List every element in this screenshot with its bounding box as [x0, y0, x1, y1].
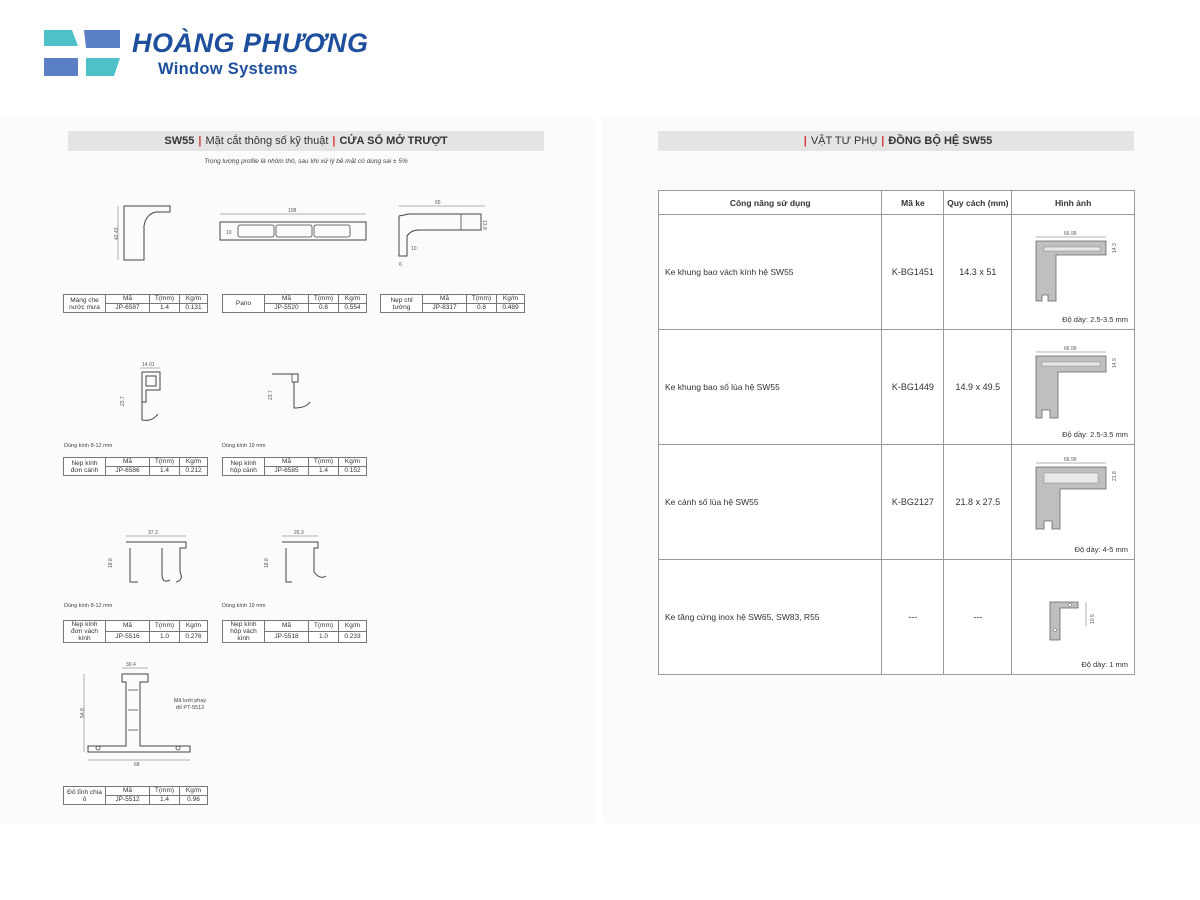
svg-text:14.3: 14.3 [1112, 243, 1119, 253]
spec-table-mullion: Đố tĩnh chia ô Mã T(mm) Kg/m JP-5512 1.4 0.96 [63, 786, 208, 805]
svg-text:23.7: 23.7 [120, 396, 126, 406]
corner-bracket-drawing [1020, 453, 1130, 543]
col-image: Hình ảnh [1012, 191, 1135, 215]
profile-drawing-mullion [78, 660, 198, 770]
profile-drawing-double-panel-bead [256, 528, 336, 598]
thickness-label: Độ dày: 2.5-3.5 mm [1062, 315, 1128, 324]
svg-text:21.8: 21.8 [1112, 471, 1119, 481]
svg-text:66.99: 66.99 [1064, 346, 1077, 352]
caption-glass-8-12: Dùng kính 8-12 mm [64, 443, 113, 449]
profile-drawing-single-sash-bead [112, 358, 172, 428]
svg-text:14.01: 14.01 [142, 362, 155, 368]
profile-drawing-rain-gutter [112, 200, 182, 270]
spec-table-rain-gutter: Máng che nước mưa Mã T(mm) Kg/m JP-6587 1.4 0.131 [63, 294, 208, 313]
svg-text:37.3: 37.3 [148, 530, 158, 536]
svg-text:23.7: 23.7 [268, 390, 274, 400]
accessory-table [658, 190, 1135, 675]
caption-glass-8-12-b: Dùng kính 8-12 mm [64, 603, 113, 609]
dim-label: 42.43 [114, 227, 120, 240]
profile-drawing-single-panel-bead [100, 528, 200, 598]
right-banner-middle: VẬT TƯ PHỤ [810, 135, 878, 147]
svg-text:65: 65 [435, 200, 441, 206]
thickness-label: Độ dày: 2.5-3.5 mm [1062, 430, 1128, 439]
brand-subtitle: Window Systems [158, 60, 298, 78]
spec-table-double-panel-bead: Nẹp kính hộp vách kính Mã T(mm) Kg/m JP-5518 1.0 0.233 [222, 620, 367, 643]
right-banner: | VẬT TƯ PHỤ | ĐỒNG BỘ HỆ SW55 [658, 131, 1134, 151]
left-banner: SW55 | Mặt cắt thông số kỹ thuật | CỬA SỔ MỞ TRƯỢT [68, 131, 544, 151]
svg-text:30.4: 30.4 [126, 662, 136, 668]
stiffener-drawing [1020, 578, 1130, 668]
svg-text:54.8: 54.8 [80, 708, 86, 718]
svg-text:68: 68 [134, 762, 140, 768]
profile-drawing-pano [216, 206, 376, 256]
accessory-table-header [659, 191, 1135, 215]
banner-bold: CỬA SỔ MỞ TRƯỢT [339, 135, 448, 147]
brand-title: HOÀNG PHƯƠNG [132, 28, 369, 58]
table-row: Ke tăng cứng inox hệ SW65, SW83, R55 --- --- 10.5 Độ dày: 1 mm [659, 560, 1135, 675]
spec-table-wall-trim: Nẹp chỉ tường Mã T(mm) Kg/m JP-8317 0.8 0.489 [380, 294, 525, 313]
corner-bracket-drawing [1020, 225, 1130, 315]
left-page [0, 118, 597, 823]
weight-note: Trọng lượng profile là nhôm thô, sau khi xử lý bề mặt có dung sai ± 5% [204, 158, 408, 165]
corner-bracket-drawing [1020, 340, 1130, 430]
svg-text:66.99: 66.99 [1064, 457, 1077, 463]
svg-text:10.5: 10.5 [1090, 614, 1097, 624]
svg-text:66.99: 66.99 [1064, 231, 1077, 237]
caption-glass-19: Dùng kính 19 mm [222, 443, 266, 449]
table-row: Ke khung bao vách kính hệ SW55 K-BG1451 14.3 x 51 66.99 14.3 Độ dày: 2.5-3.5 mm [659, 215, 1135, 330]
profile-drawing-wall-trim [385, 196, 495, 276]
col-spec: Quy cách (mm) [944, 191, 1012, 215]
svg-text:6: 6 [399, 262, 402, 268]
svg-text:26.3: 26.3 [294, 530, 304, 536]
svg-text:108: 108 [288, 208, 297, 214]
banner-middle: Mặt cắt thông số kỹ thuật [205, 135, 329, 147]
caption-glass-19-b: Dùng kính 19 mm [222, 603, 266, 609]
profile-drawing-double-sash-bead [262, 368, 322, 428]
svg-text:10: 10 [411, 246, 417, 252]
spec-table-double-sash-bead: Nẹp kính hộp cánh Mã T(mm) Kg/m JP-6585 1.4 0.152 [222, 457, 367, 476]
svg-text:18.8: 18.8 [108, 558, 114, 568]
table-row: Ke cánh số lùa hệ SW55 K-BG2127 21.8 x 27.5 66.99 21.8 Độ dày: 4-5 mm [659, 445, 1135, 560]
svg-text:14.9: 14.9 [1112, 358, 1119, 368]
brand-logo [44, 28, 369, 80]
banner-code: SW55 [164, 135, 195, 147]
col-code: Mã ke [882, 191, 944, 215]
svg-text:18.8: 18.8 [264, 558, 270, 568]
table-row: Ke khung bao số lùa hệ SW55 K-BG1449 14.9 x 49.5 66.99 14.9 Độ dày: 2.5-3.5 mm [659, 330, 1135, 445]
right-page [602, 118, 1200, 823]
col-use: Công năng sử dụng [659, 191, 882, 215]
svg-text:13.8: 13.8 [481, 220, 487, 230]
thickness-label: Độ dày: 4-5 mm [1074, 545, 1128, 554]
spec-table-single-sash-bead: Nẹp kính đơn cánh Mã T(mm) Kg/m JP-6586 1.4 0.212 [63, 457, 208, 476]
mullion-side-label: Mã lưới phay đố PT-5512 [173, 698, 207, 711]
spec-table-pano: Pano Mã T(mm) Kg/m JP-5520 0.8 0.554 [222, 294, 367, 313]
right-banner-bold: ĐỒNG BỘ HỆ SW55 [888, 135, 993, 147]
svg-text:10: 10 [226, 230, 232, 236]
spec-table-single-panel-bead: Nẹp kính đơn vách kính Mã T(mm) Kg/m JP-5516 1.0 0.276 [63, 620, 208, 643]
thickness-label: Độ dày: 1 mm [1081, 660, 1128, 669]
logo-mark-icon [44, 28, 124, 78]
